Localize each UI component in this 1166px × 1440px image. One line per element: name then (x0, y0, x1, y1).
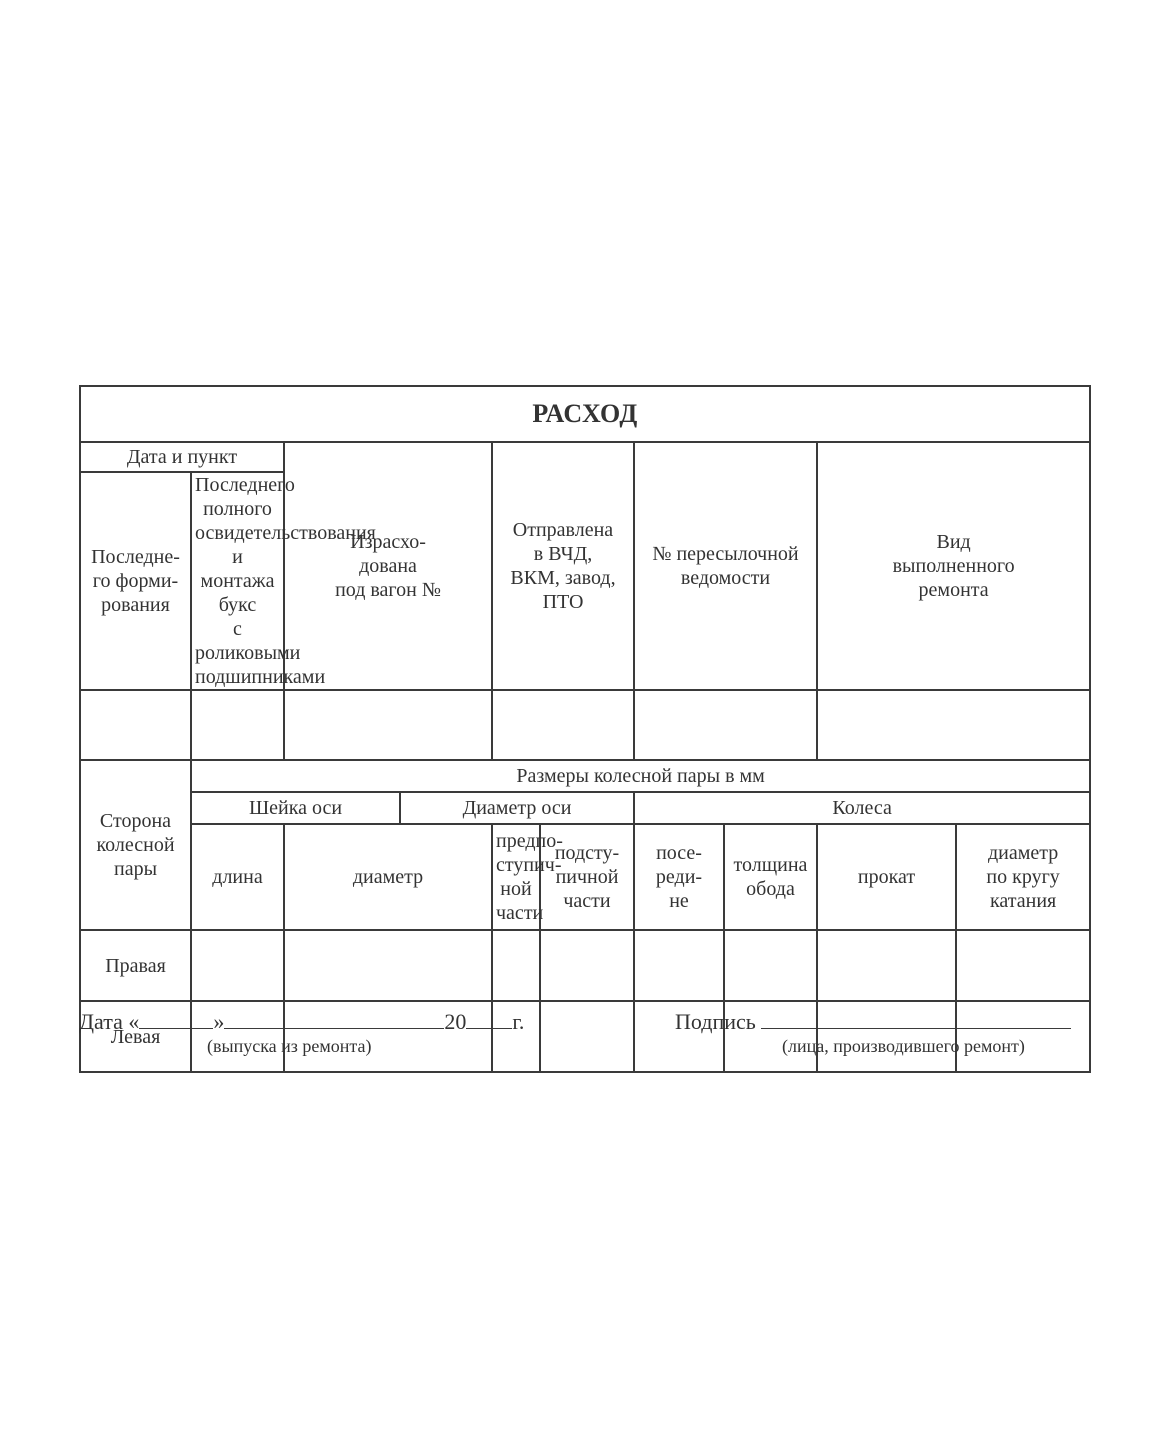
cell-right-rim-thickness[interactable] (724, 930, 817, 1001)
col-transfer-sheet-label: № пересылочной ведомости (652, 543, 799, 589)
year-field[interactable] (466, 1008, 512, 1029)
cell-right-rolling-wear[interactable] (817, 930, 956, 1001)
sub-middle (634, 824, 724, 930)
expense-form (79, 385, 1089, 1073)
date-label: Дата « (79, 1009, 140, 1034)
date-place-header: Дата и пункт (80, 442, 284, 472)
sub-rim-thickness-label: толщина обода (733, 854, 808, 900)
signature-caption: (лица, производившего ремонт) (782, 1036, 1025, 1056)
cell-right-hub[interactable] (540, 930, 634, 1001)
row-label-right: Правая (80, 930, 191, 1001)
cell-sent-to[interactable] (492, 690, 634, 760)
col-used-under-wagon (284, 442, 492, 690)
expense-table (79, 385, 1091, 1073)
month-field[interactable] (224, 1008, 444, 1029)
cell-right-diameter[interactable] (284, 930, 492, 1001)
row-label-left: Левая (80, 1001, 191, 1072)
cell-right-rolling-circle-diameter[interactable] (956, 930, 1090, 1001)
group-wheels: Колеса (634, 792, 1090, 824)
table-row (80, 690, 1090, 760)
cell-right-prehub[interactable] (492, 930, 540, 1001)
signature-field[interactable] (761, 1008, 1071, 1029)
col-sent-to-label: Отправлена в ВЧД, ВКМ, завод, ПТО (510, 519, 616, 613)
group-journal: Шейка оси (191, 792, 400, 824)
signature-label: Подпись (675, 1009, 756, 1034)
cell-used-under-wagon[interactable] (284, 690, 492, 760)
col-last-formation (80, 472, 191, 690)
col-last-inspection-label: Последнего полного освидетельствования и монтажа букс с роликовыми подшипниками (195, 474, 376, 688)
col-side (80, 760, 191, 930)
cell-transfer-sheet[interactable] (634, 690, 817, 760)
sub-diameter: диаметр (284, 824, 492, 930)
date-line (79, 1008, 559, 1035)
sub-rolling-circle-diameter-label: диаметр по кругу катания (986, 842, 1060, 912)
dimensions-header: Размеры колесной пары в мм (191, 760, 1090, 792)
sub-hub-label: подсту- пичной части (554, 842, 620, 912)
cell-last-inspection[interactable] (191, 690, 284, 760)
signature-line (675, 1008, 1087, 1035)
col-side-label: Сторона колесной пары (96, 810, 175, 880)
col-last-formation-label: Последне- го форми- рования (91, 546, 180, 616)
col-sent-to (492, 442, 634, 690)
year-suffix: г. (512, 1009, 525, 1034)
sub-rolling-circle-diameter (956, 824, 1090, 930)
date-caption: (выпуска из ремонта) (207, 1036, 372, 1056)
sub-prehub-label: предпо- ступич- ной части (496, 830, 563, 924)
sub-prehub (492, 824, 563, 930)
col-transfer-sheet (634, 442, 817, 690)
col-repair-type (817, 442, 1090, 690)
col-repair-type-label: Вид выполненного ремонта (892, 531, 1015, 601)
date-quote-close: » (213, 1009, 225, 1034)
sub-rim-thickness (724, 824, 817, 930)
sub-rolling-wear: прокат (817, 824, 956, 930)
year-prefix: 20 (444, 1009, 467, 1034)
col-last-inspection (191, 472, 376, 690)
sub-length: длина (191, 824, 284, 930)
cell-right-length[interactable] (191, 930, 284, 1001)
signature-block (675, 1008, 1087, 1056)
form-title: РАСХОД (80, 386, 1090, 442)
day-field[interactable] (139, 1008, 213, 1029)
sub-middle-label: посе- реди- не (655, 842, 703, 912)
group-axle-diameter: Диаметр оси (400, 792, 634, 824)
cell-right-middle[interactable] (634, 930, 724, 1001)
cell-repair-type[interactable] (817, 690, 1090, 760)
cell-last-formation[interactable] (80, 690, 191, 760)
table-row (80, 930, 1090, 1001)
col-used-under-wagon-label: Израсхо- дована под вагон № (335, 531, 441, 601)
